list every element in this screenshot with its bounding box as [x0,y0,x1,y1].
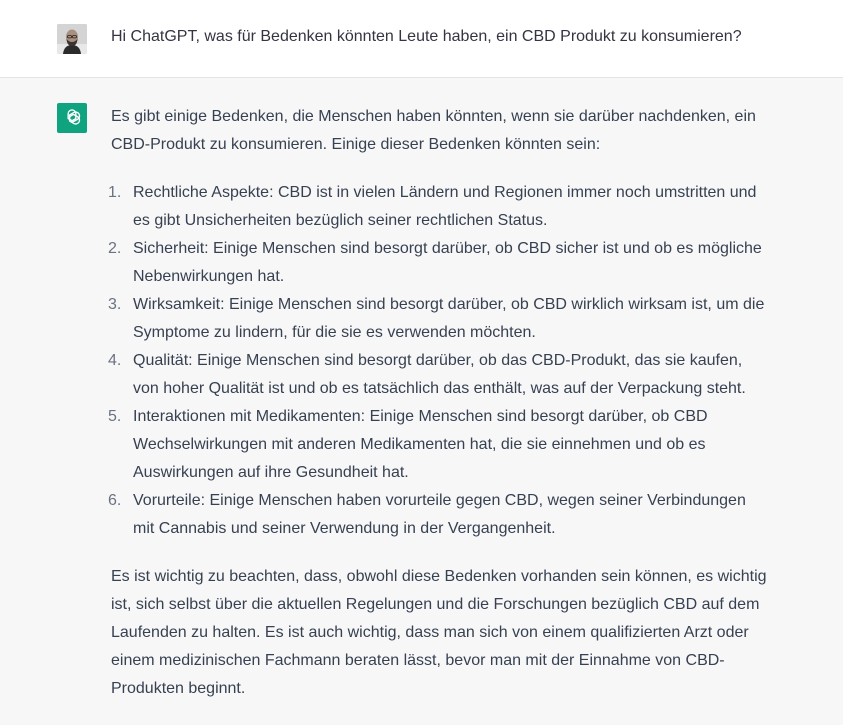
user-message-text: Hi ChatGPT, was für Bedenken könnten Leute haben, ein CBD Produkt zu konsumieren? [111,28,742,45]
list-item-text: Wirksamkeit: Einige Menschen sind besorgt darüber, ob CBD wirklich wirksam ist, um die Symptome zu lindern, für die sie es verwenden möchten. [133,296,765,341]
openai-logo-icon [61,107,83,129]
list-item [108,235,771,291]
concerns-list [108,179,771,543]
list-item-number: 4. [108,352,122,369]
list-item-text: Interaktionen mit Medikamenten: Einige Menschen sind besorgt darüber, ob CBD Wechselwirkungen mit anderen Medikamenten hat, die sie einnehmen und ob es Auswirkungen auf ihre Gesundheit hat. [133,408,708,481]
list-item-text: Rechtliche Aspekte: CBD ist in vielen Ländern und Regionen immer noch umstritten und es gibt Unsicherheiten bezüglich seiner rechtlichen Status. [133,184,757,229]
assistant-avatar [57,103,87,133]
assistant-message-row [0,78,843,725]
list-item-text: Sicherheit: Einige Menschen sind besorgt darüber, ob CBD sicher ist und ob es mögliche Nebenwirkungen hat. [133,240,762,285]
user-message-row [0,0,843,78]
list-item-text: Vorurteile: Einige Menschen haben vorurteile gegen CBD, wegen seiner Verbindungen mit Cannabis und seiner Verwendung in der Vergangenheit. [133,492,746,537]
answer-intro: Es gibt einige Bedenken, die Menschen haben könnten, wenn sie darüber nachdenken, ein CBD-Produkt zu konsumieren. Einige dieser Bedenken könnten sein: [111,108,756,153]
list-item [108,403,771,487]
list-item-number: 1. [108,184,122,201]
list-item-number: 6. [108,492,122,509]
list-item [108,487,771,543]
list-item-number: 3. [108,296,122,313]
list-item [108,347,771,403]
list-item [108,179,771,235]
list-item-text: Qualität: Einige Menschen sind besorgt darüber, ob das CBD-Produkt, das sie kaufen, von hoher Qualität ist und ob es tatsächlich das enthält, was auf der Verpackung steht. [133,352,746,397]
user-avatar-photo-icon [57,24,87,54]
user-avatar [57,24,87,54]
assistant-message-body [108,103,771,703]
list-item [108,291,771,347]
answer-conclusion: Es ist wichtig zu beachten, dass, obwohl diese Bedenken vorhanden sein können, es wichtig ist, sich selbst über die aktuellen Regelungen und die Forschungen bezüglich CBD auf dem Laufenden zu halten. Es ist auch wichtig, dass man sich von einem qualifizierten Arzt oder einem medizinischen Fachmann beraten lässt, bevor man mit der Einnahme von CBD-Produkten beginnt. [111,568,767,697]
list-item-number: 2. [108,240,122,257]
list-item-number: 5. [108,408,122,425]
